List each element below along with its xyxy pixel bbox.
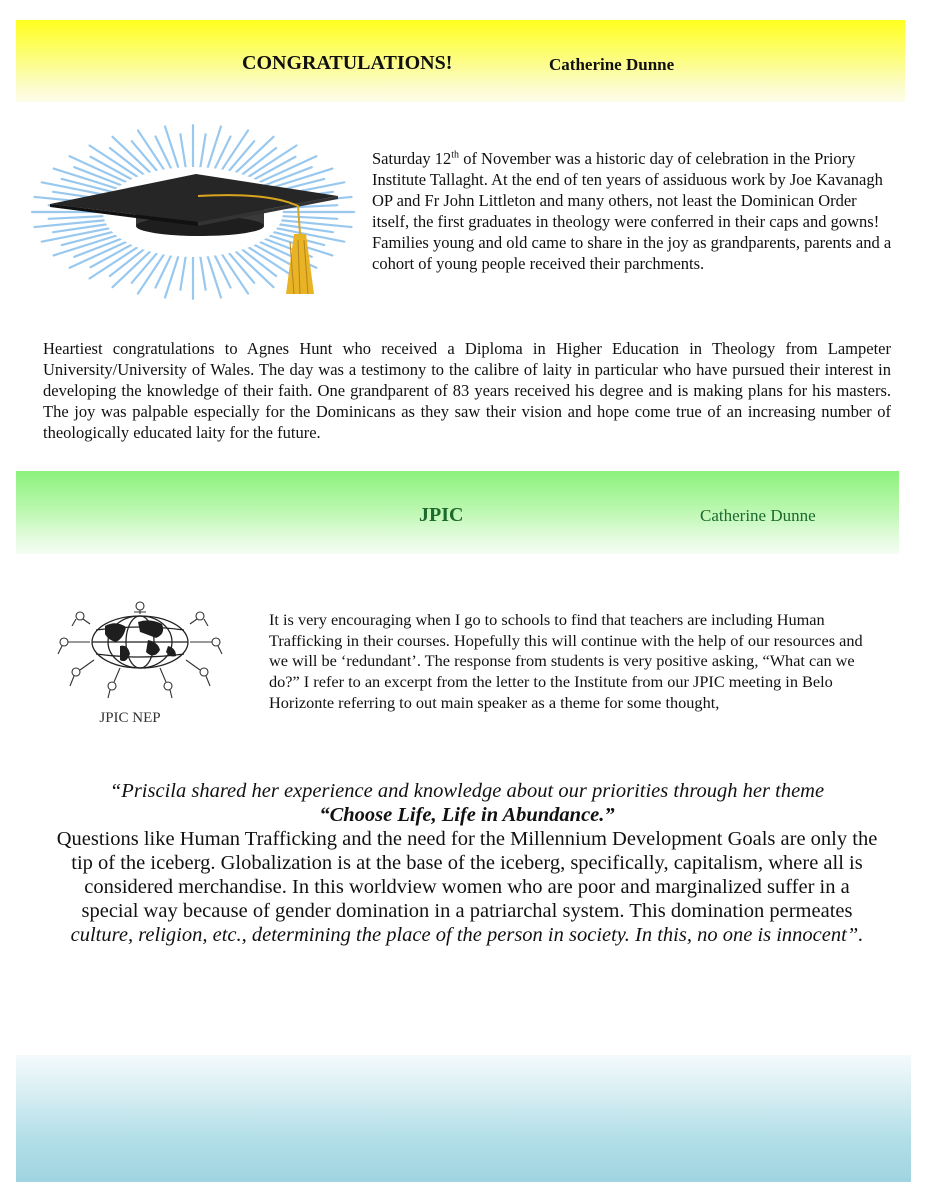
quote-line-4: tip of the iceberg. Globalization is at the base of the iceberg, specifically, capitalism, where all is bbox=[71, 852, 863, 874]
quote-line-1: “Priscila shared her experience and knowledge about our priorities through her theme bbox=[109, 780, 825, 802]
congratulations-author: Catherine Dunne bbox=[549, 55, 675, 74]
congratulations-header-band bbox=[16, 20, 905, 102]
quote-line-5: considered merchandise. In this worldview women who are poor and marginalized suffer in a bbox=[84, 876, 850, 898]
quote-line-3: Questions like Human Trafficking and the need for the Millennium Development Goals are only the bbox=[56, 828, 878, 850]
footer-band bbox=[16, 1055, 911, 1182]
priscila-quote bbox=[30, 779, 904, 947]
congratulations-paragraph-1: Saturday 12th of November was a historic day of celebration in the Priory Institute Tallaght. At the end of ten years of assiduous work by Joe Kavanagh OP and Fr John Littleton and many others, not least the Dominican Order itself, the first graduates in theology were conferred in their caps and gowns! Families young and old came to share in the joy as grandparents, parents and a cohort of young people received their parchments. bbox=[372, 149, 892, 273]
jpic-title: JPIC bbox=[419, 504, 464, 526]
jpic-logo-caption: JPIC NEP bbox=[99, 710, 161, 726]
jpic-nep-logo bbox=[50, 594, 230, 726]
congratulations-paragraph-2: Heartiest congratulations to Agnes Hunt who received a Diploma in Higher Education in Theology from Lampeter University/University of Wales. The day was a testimony to the calibre of laity in particular who have pursued their interest in developing the knowledge of their faith. One grandparent of 83 years received his degree and is making plans for his masters. The joy was palpable especially for the Dominicans as they saw their vision and hope come true of an increasing number of theologically educated laity for the future. bbox=[43, 339, 891, 442]
congratulations-title: CONGRATULATIONS! bbox=[242, 52, 453, 74]
jpic-paragraph: It is very encouraging when I go to schools to find that teachers are including Human Trafficking in their courses. Hopefully this will continue with the help of our resources and we will be ‘redundant’. The response from students is very positive asking, “What can we do?” I refer to an excerpt from the letter to the Institute from our JPIC meeting in Belo Horizonte referring to out main speaker as a theme for some thought, bbox=[269, 610, 863, 712]
quote-theme: “Choose Life, Life in Abundance.” bbox=[319, 804, 615, 826]
jpic-author: Catherine Dunne bbox=[700, 506, 816, 525]
quote-line-6: special way because of gender domination in a patriarchal system. This domination permeates bbox=[81, 900, 853, 922]
quote-line-7: culture, religion, etc., determining the place of the person in society. In this, no one is innocent”. bbox=[70, 924, 864, 946]
graduation-cap-icon bbox=[28, 122, 358, 302]
